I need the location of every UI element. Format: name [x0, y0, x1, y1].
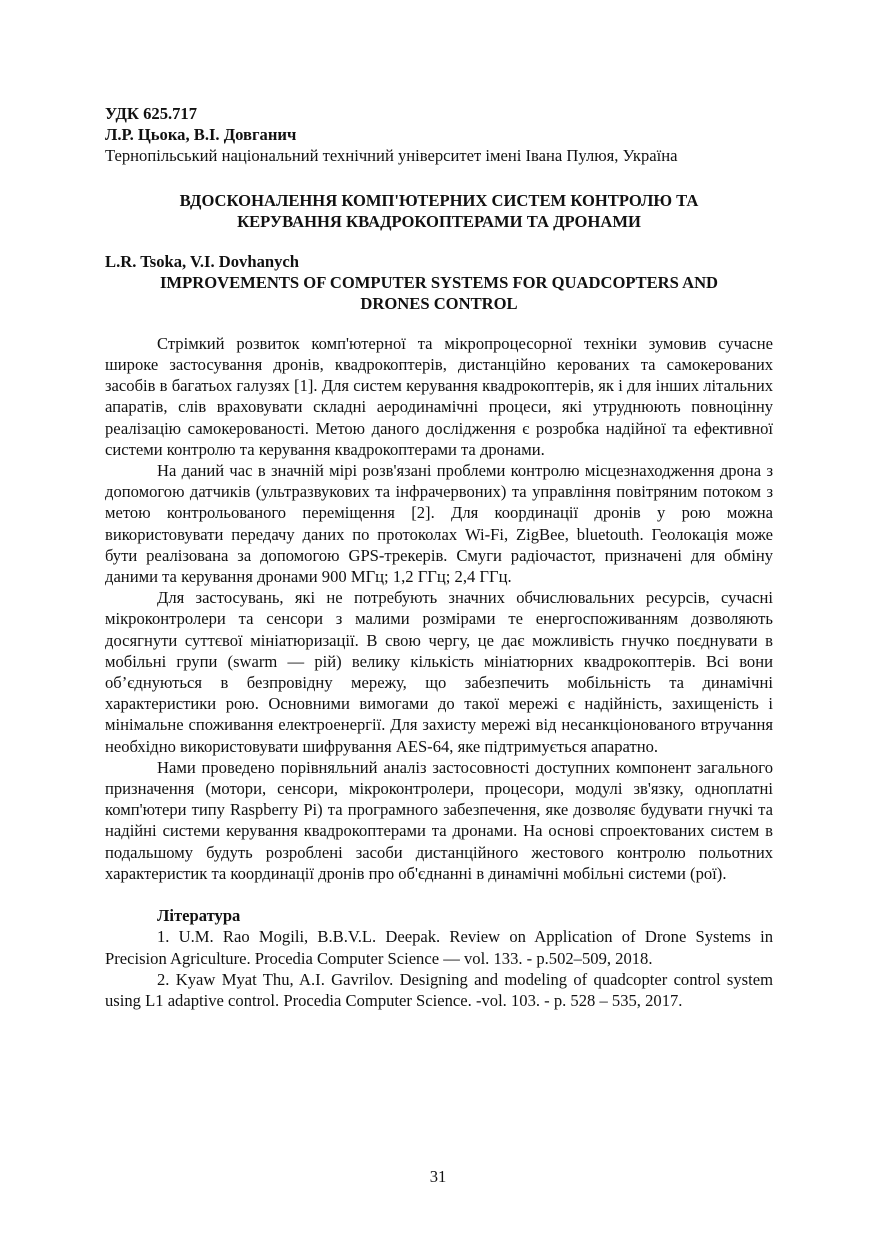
title-en-line2: DRONES CONTROL — [360, 294, 518, 314]
affiliation: Тернопільський національний технічний університет імені Івана Пулюя, Україна — [105, 146, 678, 166]
article-body — [105, 333, 773, 884]
page-number: 31 — [429, 1167, 447, 1186]
paragraph: Нами проведено порівняльний аналіз застосовності доступних компонент загального призначення (мотори, сенсори, мікроконтролери, процесори, модулі зв'язку, одноплатні комп'ютери типу Raspberry Pi) та програмного забезпечення, яке дозволяє будувати гнучкі та надійні системи керування квадрокоптерами та дронами. На основі спроектованих систем в подальшому будуть розроблені засоби дистанційного жестового контролю польотних характеристик та координації дронів про об'єднанні в динамічні мобільні системи (рої). — [105, 757, 773, 883]
paragraph: Стрімкий розвиток комп'ютерної та мікропроцесорної техніки зумовив сучасне широке застосування дронів, квадрокоптерів, дистанційно керованих та самокерованих засобів в багатьох галузях [1]. Для систем керування квадрокоптерів, як і для інших літальних апаратів, слів враховувати складні аеродинамічні процеси, які утруднюють повноцінну реалізацію самокерованості. Метою даного дослідження є розробка надійної та ефективної системи контролю та керування квадрокоптерами та дронами. — [105, 333, 773, 459]
title-ua-line2: КЕРУВАННЯ КВАДРОКОПТЕРАМИ ТА ДРОНАМИ — [237, 212, 641, 232]
udc-code: УДК 625.717 — [105, 104, 198, 123]
reference-item: 2. Kyaw Myat Thu, A.I. Gavrilov. Designing and modeling of quadcopter control system using L1 adaptive control. Procedia Computer Science. -vol. 103. - p. 528 – 535, 2017. — [105, 969, 773, 1010]
title-en-line1: IMPROVEMENTS OF COMPUTER SYSTEMS FOR QUADCOPTERS AND — [159, 272, 719, 292]
authors-ua: Л.Р. Цьока, В.І. Довганич — [105, 125, 297, 145]
title-ua-line1: ВДОСКОНАЛЕННЯ КОМП'ЮТЕРНИХ СИСТЕМ КОНТРОЛЮ ТА — [179, 190, 699, 210]
reference-item: 1. U.M. Rao Mogili, B.B.V.L. Deepak. Review on Application of Drone Systems in Precision Agriculture. Procedia Computer Science — vol. 133. - p.502–509, 2018. — [105, 927, 773, 968]
references-title: Література — [157, 906, 241, 926]
paragraph: Для застосувань, які не потребують значних обчислювальних ресурсів, сучасні мікроконтролери та сенсори з малими розмірами те енергоспоживанням дозволяють досягнути суттєвої мініатюризації. В свою чергу, це дає можливість гнучко поєднувати в мобільні групи (swarm — рій) велику кількість мініатюрних квадрокоптерів. Всі вони об’єднуються в безпровідну мережу, що забезпечить мобільність та динамічні характеристики рою. Основними вимогами до такої мережі є надійність, захищеність і мінімальне споживання електроенергії. Для захисту мережі від несанкціонованого втручання необхідно використовувати шифрування AES-64, яке підтримується апаратно. — [105, 588, 773, 756]
references-section — [105, 905, 773, 1011]
paragraph: На даний час в значній мірі розв'язані проблеми контролю місцезнаходження дрона з допомогою датчиків (ультразвукових та інфрачервоних) та управління повітряним потоком з метою контрольованого переміщення [2]. Для координації дронів у рою можна використовувати передачу даних по протоколах Wi-Fi, ZigBee, bluetouth. Геолокація може бути реалізована за допомогою GPS-трекерів. Смуги радіочастот, призначені для обміну даними та керування дронами 900 МГц; 1,2 ГГц; 2,4 ГГц. — [105, 461, 773, 587]
paper-page — [105, 103, 773, 1011]
title-ua — [105, 190, 773, 233]
title-en — [105, 272, 773, 315]
authors-en: L.R. Tsoka, V.I. Dovhanych — [105, 251, 299, 271]
header-block — [105, 103, 773, 167]
